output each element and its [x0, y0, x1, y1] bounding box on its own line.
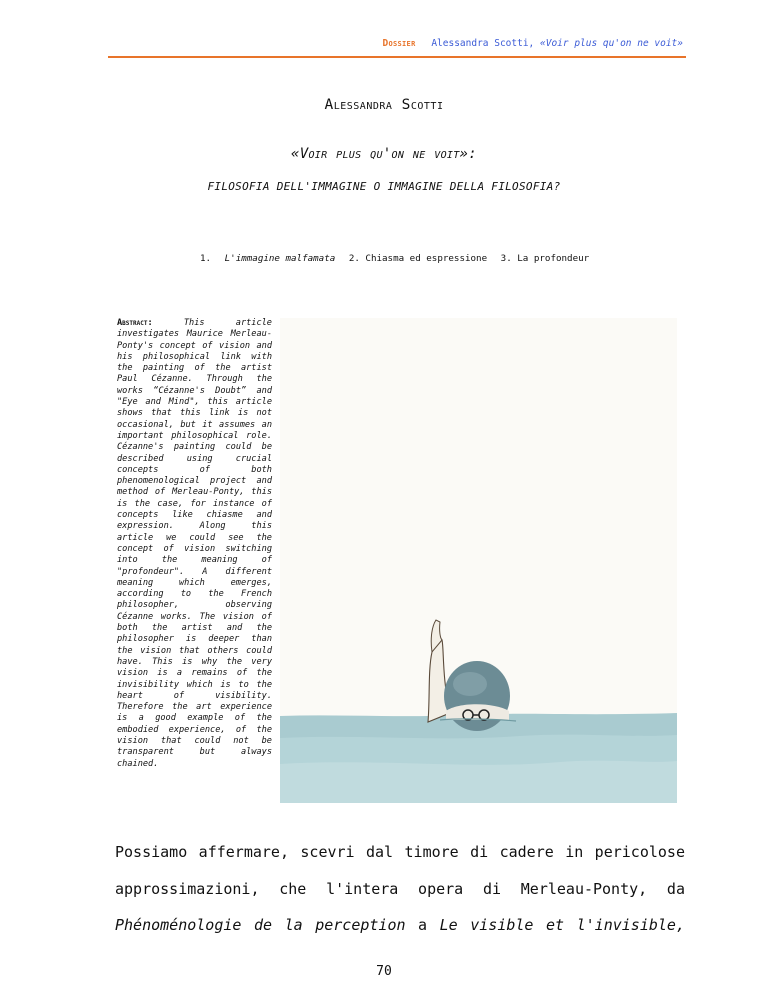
table-of-contents — [200, 253, 597, 264]
body-line-1: Possiamo affermare, scevri dal timore di cadere in pericolose — [115, 843, 685, 861]
swimmer-illustration — [280, 318, 677, 803]
book-title-phenomenologie: Phénoménologie de la perception — [115, 916, 406, 934]
running-head-section: Dossier — [382, 38, 416, 49]
book-title-visible: Le visible et l'invisible, — [439, 916, 685, 934]
abstract-label: Abstract: — [117, 318, 153, 328]
body-line-2: approssimazioni, che l'intera opera di Merleau-Ponty, da — [115, 880, 685, 898]
toc-item-1[interactable] — [200, 253, 335, 264]
running-head — [382, 38, 683, 49]
body-line-3 — [115, 916, 685, 934]
article-author: Alessandra Scotti — [324, 97, 444, 113]
abstract-text: This article investigates Maurice Merleau-Ponty's concept of vision and his philosophical link with the painting of the artist Paul Cézanne. Through the works “Cézanne's Doubt” and "Eye and Mind", this article shows that this link is not occasional, but it assumes an important philosophical role. Cézanne's painting could be described using crucial concepts of both phenomenological project and method of Merleau-Ponty, this is the case, for instance of concepts like chiasme and expression. Along this article we could see the concept of vision switching into the meaning of "profondeur". A different meaning which emerges, according to the French philosopher, observing Cézanne works. The vision of both the artist and the philosopher is deeper than the vision that others could have. This is why the very vision is a remains of the invisibility which is to the heart of visibility. Therefore the art experience is a good example of the embodied experience, of the vision that could not be transparent but always chained. — [117, 318, 272, 769]
toc-item-1-number: 1. — [200, 253, 212, 264]
toc-item-3[interactable]: 3. La profondeur — [500, 253, 590, 264]
article-subtitle: FILOSOFIA DELL'IMMAGINE O IMMAGINE DELLA FILOSOFIA? — [207, 180, 561, 193]
abstract — [117, 318, 272, 770]
body-line-3-connector: a — [405, 916, 440, 934]
article-title: «Voir plus qu'on ne voit»: — [290, 146, 477, 162]
running-head-author: Alessandra Scotti, — [431, 38, 540, 49]
page-number: 70 — [376, 964, 392, 979]
toc-item-1-title: L'immagine malfamata — [224, 253, 336, 264]
toc-item-2[interactable]: 2. Chiasma ed espressione — [348, 253, 488, 264]
running-head-title: «Voir plus qu'on ne voit» — [540, 38, 683, 49]
header-rule — [108, 56, 686, 58]
